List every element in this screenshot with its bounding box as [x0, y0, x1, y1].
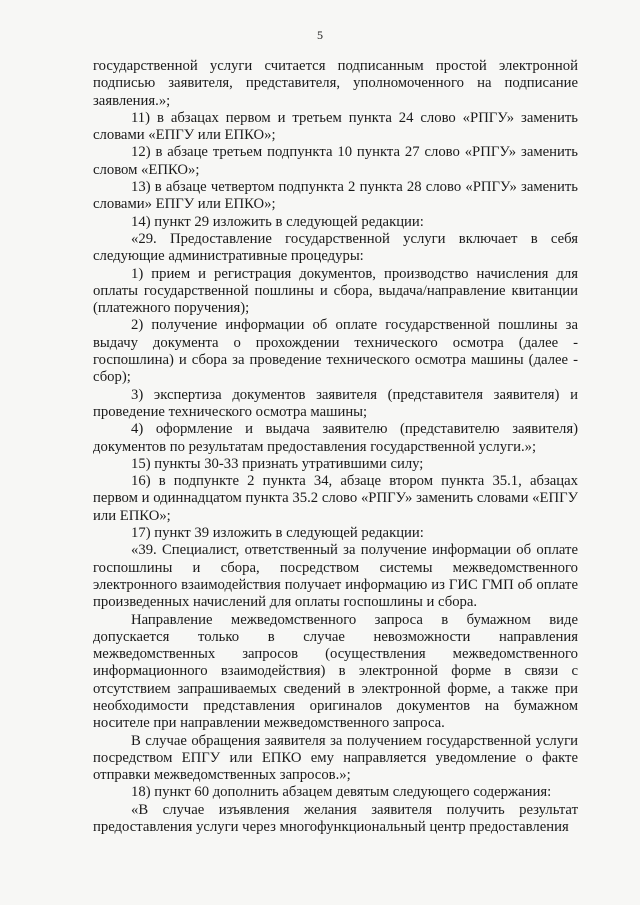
paragraph: Направление межведомственного запроса в бумажном виде допускается только в случае невозможности направления межведомственных запросов (осуществления межведомственного информационного взаимодействия) в электронной форме в связи с отсутствием запрашиваемых сведений в электронной форме, а также при необходимости представления оригиналов документов на бумажном носителе при направлении межведомственного запроса. — [93, 611, 578, 732]
document-body — [93, 58, 578, 836]
paragraph: 16) в подпункте 2 пункта 34, абзаце втором пункта 35.1, абзацах первом и одиннадцатом пункта 35.2 слово «РПГУ» заменить словами «ЕПГУ или ЕПКО»; — [93, 473, 578, 524]
paragraph: 14) пункт 29 изложить в следующей редакции: — [131, 213, 424, 230]
paragraph: 11) в абзацах первом и третьем пункта 24 слово «РПГУ» заменить словами «ЕПГУ или ЕПКО»; — [93, 109, 578, 144]
paragraph: 15) пункты 30-33 признать утратившими силу; — [131, 455, 424, 472]
paragraph: 18) пункт 60 дополнить абзацем девятым следующего содержания: — [131, 784, 552, 801]
paragraph: 1) прием и регистрация документов, производство начисления для оплаты государственной пошлины и сбора, выдача/направление квитанции (платежного поручения); — [93, 265, 578, 317]
paragraph: 13) в абзаце четвертом подпункта 2 пункта 28 слово «РПГУ» заменить словами» ЕПГУ или ЕПКО»; — [93, 179, 578, 213]
paragraph: «29. Предоставление государственной услуги включает в себя следующие административные процедуры: — [93, 230, 578, 265]
paragraph: 17) пункт 39 изложить в следующей редакции: — [131, 525, 424, 542]
paragraph: 4) оформление и выдача заявителю (представителю заявителя) документов по результатам предоставления государственной услуги.»; — [93, 421, 578, 455]
paragraph: 12) в абзаце третьем подпункта 10 пункта 27 слово «РПГУ» заменить словом «ЕПКО»; — [93, 144, 578, 178]
paragraph: 3) экспертиза документов заявителя (представителя заявителя) и проведение технического осмотра машины; — [93, 386, 578, 420]
paragraph: 2) получение информации об оплате государственной пошлины за выдачу документа о прохождении технического осмотра (далее - госпошлина) и сбора за проведение технического осмотра машины (далее - сбор); — [93, 317, 578, 386]
page-number: 5 — [317, 28, 323, 42]
paragraph: В случае обращения заявителя за получением государственной услуги посредством ЕПГУ или ЕПКО ему направляется уведомление о факте отправки межведомственных запросов.»; — [93, 732, 578, 784]
paragraph: государственной услуги считается подписанным простой электронной подписью заявителя, представителя, уполномоченного на подписание заявления.»; — [93, 58, 578, 109]
paragraph: «39. Специалист, ответственный за получение информации об оплате госпошлины и сбора, посредством системы межведомственного электронного взаимодействия получает информацию из ГИС ГМП об оплате произведенных начислений для оплаты госпошлины и сбора. — [93, 542, 578, 611]
paragraph: «В случае изъявления желания заявителя получить результат предоставления услуги через многофункциональный центр предоставления — [93, 801, 578, 836]
